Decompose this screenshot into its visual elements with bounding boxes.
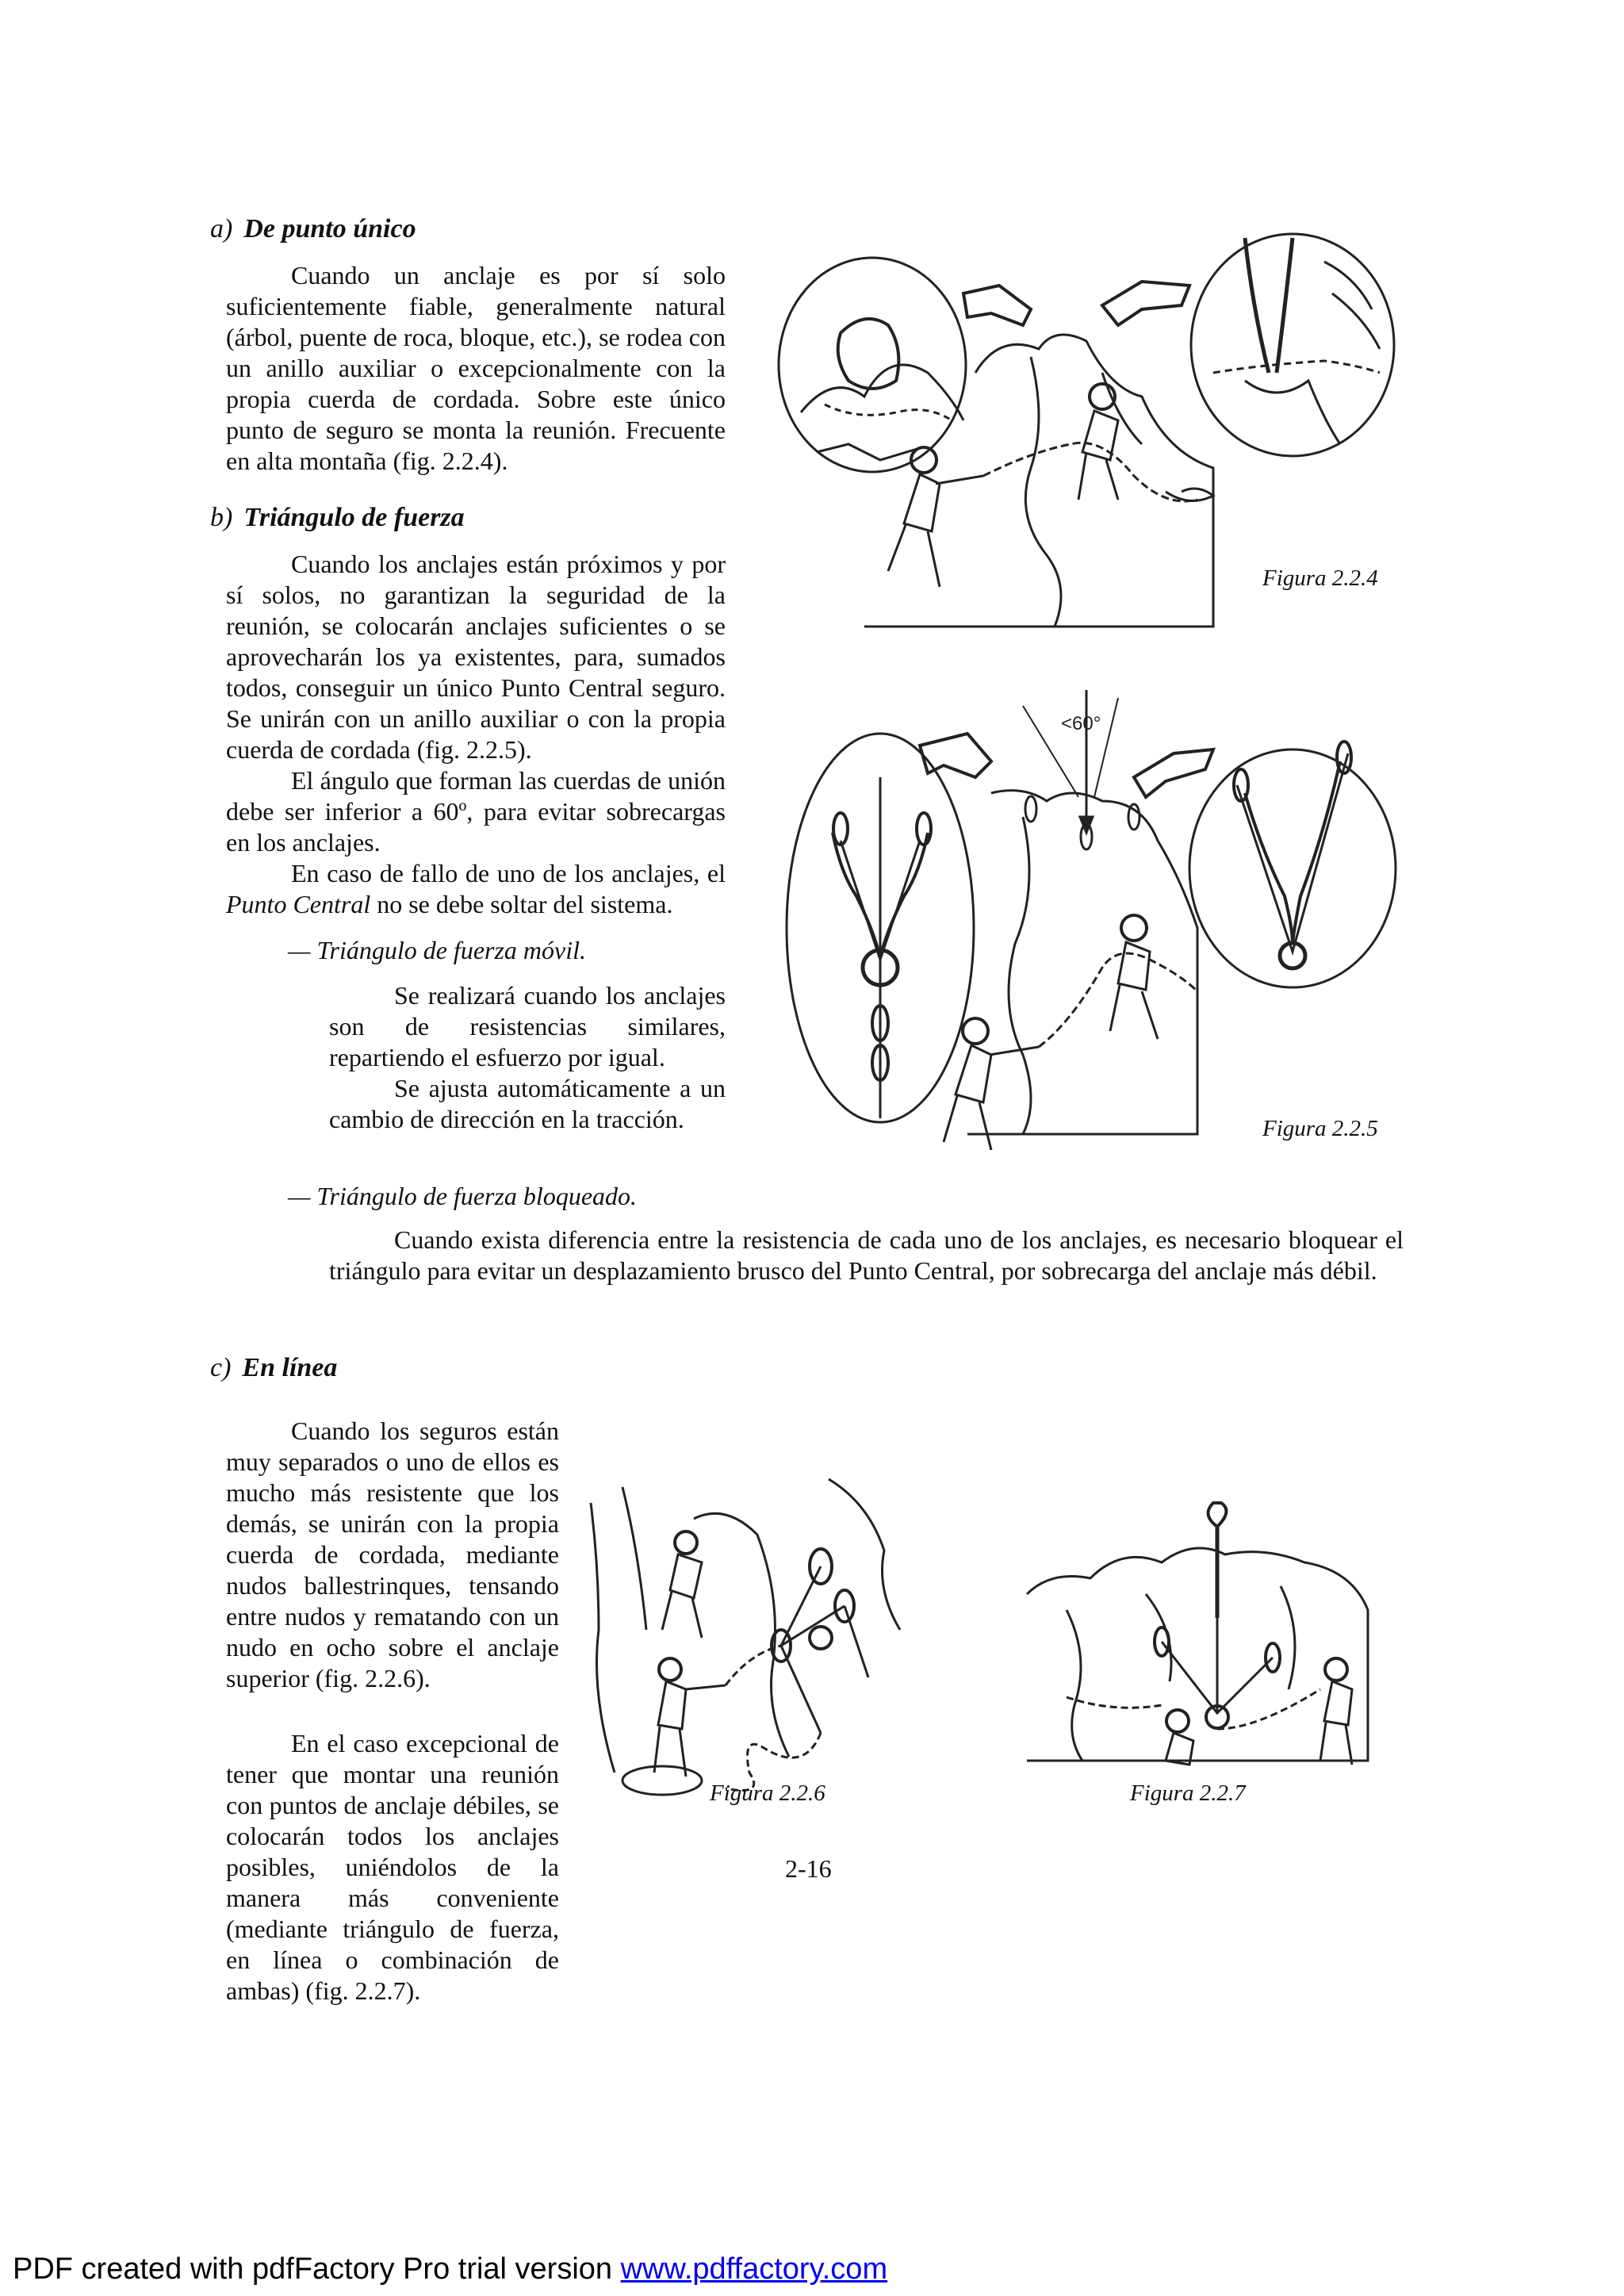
section-b-paragraph-1: Cuando los anclajes están próximos y por sí solos, no garantizan la seguridad de la reunión, se colocarán anclajes suficientes o se aprovecharán los ya existentes, para, sumados todos, conseguir un único Punto Central seguro. Se unirán con un anillo auxiliar o con la propia cuerda de cordada (fig. 2.2.5). xyxy=(226,550,726,764)
section-b-paragraph-3 xyxy=(226,858,726,920)
section-c-heading xyxy=(210,1353,337,1383)
punto-central-term: Punto Central xyxy=(226,890,371,918)
footer-link[interactable]: www.pdffactory.com xyxy=(620,2252,888,2286)
figure-2-2-5-illustration xyxy=(785,690,1411,1166)
section-a-heading xyxy=(210,214,416,244)
section-b-paragraph-3-pre: En caso de fallo de uno de los anclajes, el xyxy=(291,859,726,887)
pdf-footer xyxy=(13,2252,887,2286)
figure-2-2-4-illustration xyxy=(769,214,1404,658)
figure-2-2-4-caption: Figura 2.2.4 xyxy=(1262,565,1378,591)
figure-2-2-7-illustration xyxy=(1019,1499,1415,1784)
figure-2-2-4-left-inset xyxy=(779,258,966,472)
section-c-title: En línea xyxy=(242,1353,338,1382)
figure-2-2-6-caption: Figura 2.2.6 xyxy=(710,1780,825,1806)
section-c-paragraph-1: Cuando los seguros están muy separados o uno de ellos es mucho más resistente que los demás, se unirán con la propia cuerda de cordada, mediante nudos ballestrinques, tensando entre nudos y rematando con un nudo en ocho sobre el anclaje superior (fig. 2.2.6). xyxy=(226,1416,559,1692)
figure-2-2-4-right-inset xyxy=(1191,234,1394,456)
triangulo-movil-paragraph-2: Se ajusta automáticamente a un cambio de dirección en la tracción. xyxy=(329,1074,726,1133)
triangulo-movil-title: — Triángulo de fuerza móvil. xyxy=(288,936,587,964)
figure-2-2-7-caption: Figura 2.2.7 xyxy=(1130,1780,1246,1806)
triangulo-bloqueado-paragraph: Cuando exista diferencia entre la resistencia de cada uno de los anclajes, es necesario bloquear el triángulo para evitar un desplazamiento brusco del Punto Central, por sobrecarga del anclaje más débil. xyxy=(329,1225,1404,1285)
section-b-letter: b) xyxy=(210,503,233,532)
section-a-title: De punto único xyxy=(243,214,416,243)
section-b-heading xyxy=(210,503,465,533)
section-a-paragraph: Cuando un anclaje es por sí solo suficientemente fiable, generalmente natural (árbol, puente de roca, bloque, etc.), se rodea con un anillo auxiliar o excepcionalmente con la propia cuerda de cordada. Sobre este único punto de seguro se monta la reunión. Frecuente en alta montaña (fig. 2.2.4). xyxy=(226,261,726,475)
section-c-letter: c) xyxy=(210,1353,232,1382)
page-number: 2-16 xyxy=(785,1854,832,1883)
figure-2-2-6-illustration xyxy=(583,1471,995,1804)
triangulo-movil-paragraph-1: Se realizará cuando los anclajes son de resistencias similares, repartiendo el esfuerzo por igual. xyxy=(329,981,726,1071)
section-b-paragraph-3-post: no se debe soltar del sistema. xyxy=(370,890,673,918)
section-c-paragraph-2: En el caso excepcional de tener que montar una reunión con puntos de anclaje débiles, se colocarán todos los anclajes posibles, uniéndolos de la manera más conveniente (mediante triángulo de fuerza, en línea o combinación de ambas) (fig. 2.2.7). xyxy=(226,1729,559,2005)
triangulo-bloqueado-title: — Triángulo de fuerza bloqueado. xyxy=(288,1182,638,1210)
section-b-paragraph-2: El ángulo que forman las cuerdas de unión debe ser inferior a 60º, para evitar sobrecargas en los anclajes. xyxy=(226,766,726,857)
angle-label: <60° xyxy=(1061,713,1101,734)
footer-text: PDF created with pdfFactory Pro trial version xyxy=(13,2252,621,2286)
section-a-letter: a) xyxy=(210,214,233,243)
figure-2-2-5-caption: Figura 2.2.5 xyxy=(1262,1116,1378,1141)
section-b-title: Triángulo de fuerza xyxy=(243,503,465,532)
